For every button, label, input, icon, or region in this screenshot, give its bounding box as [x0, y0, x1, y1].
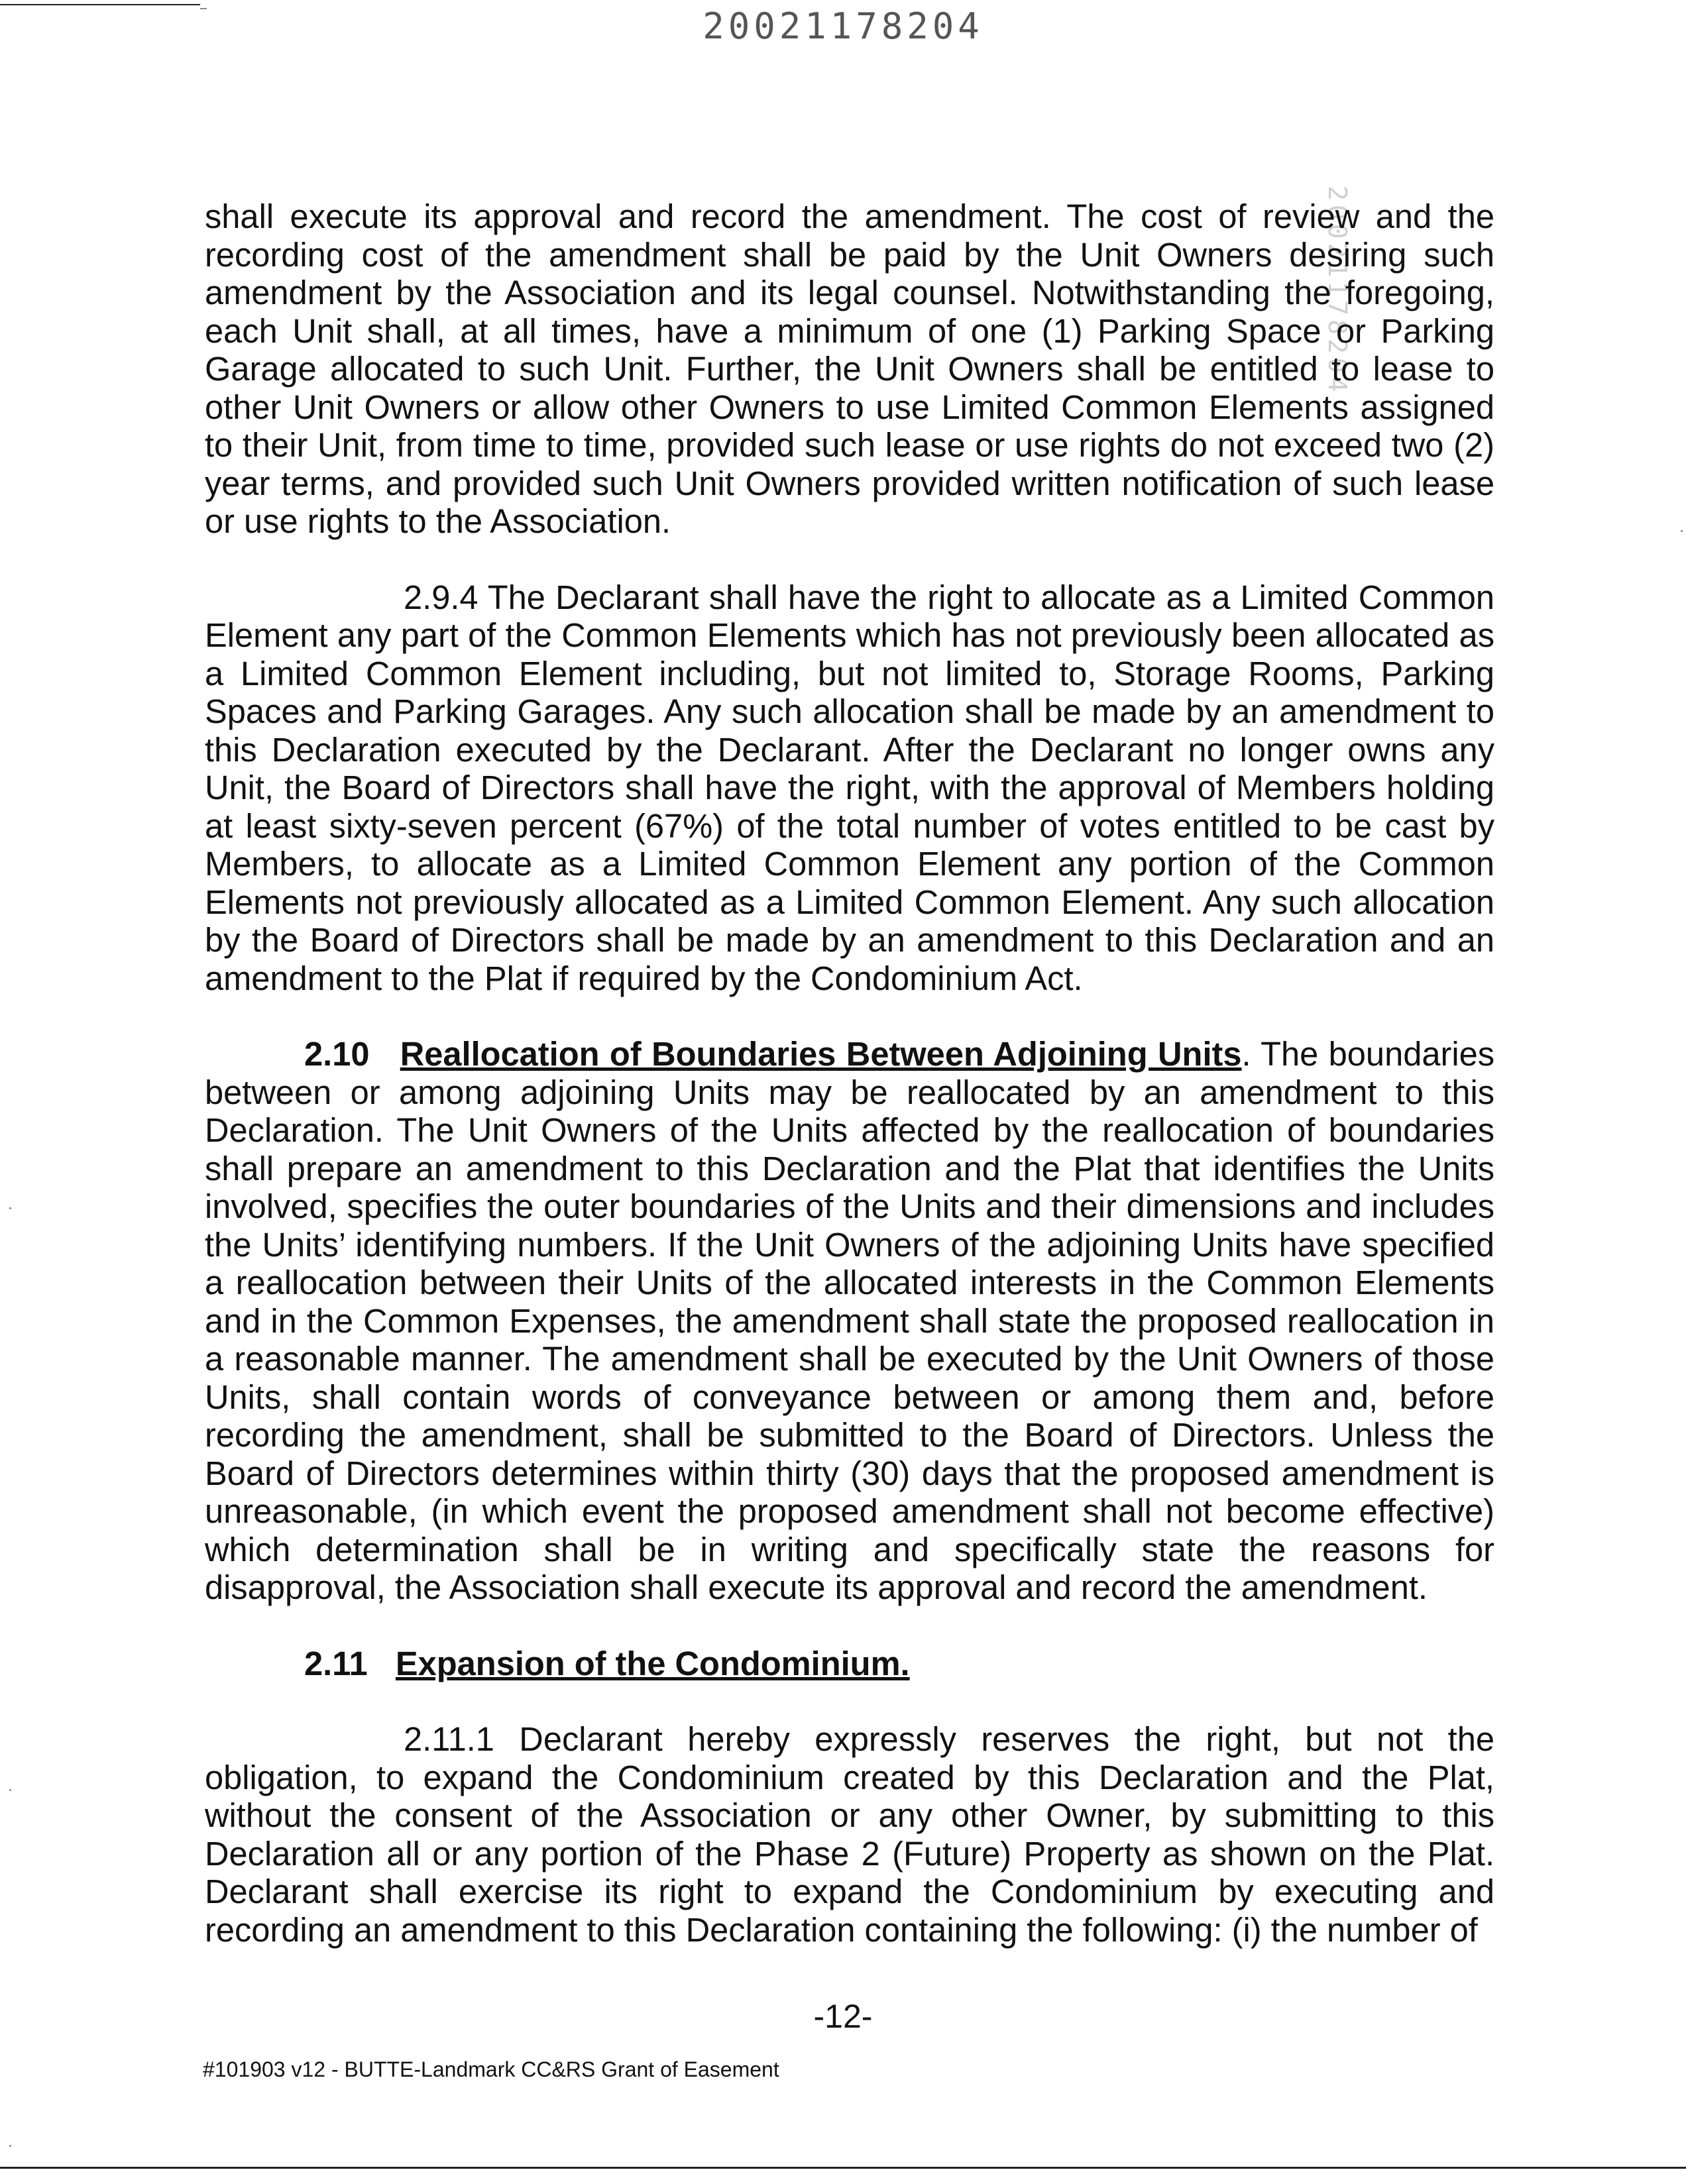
- paragraph-2-11-1: 2.11.1 Declarant hereby expressly reserves the right, but not the obligation, to expand the Condominium created by this Declaration and the Plat, without the consent of the Association or any other Owner, by submitting to this Declaration all or any portion of the Phase 2 (Future) Property as shown on the Plat. Declarant shall exercise its right to expand the Condominium by executing and recording an amendment to this Declaration containing the following: (i) the number of: [205, 1720, 1494, 1949]
- scan-speck: [9, 1207, 11, 1209]
- section-title: Reallocation of Boundaries Between Adjoining Units: [400, 1035, 1242, 1073]
- document-number: 20021178204: [702, 5, 984, 47]
- section-2-11-heading: [205, 1645, 1494, 1683]
- scan-speck: [9, 2145, 11, 2147]
- section-number: 2.10: [304, 1035, 370, 1073]
- section-number: 2.11: [304, 1644, 368, 1682]
- section-body: The boundaries between or among adjoining Units may be reallocated by an amendment to this Declaration. The Unit Owners of the Units affected by the reallocation of boundaries shall prepare an amendment to this Declaration and the Plat that identifies the Units involved, specifies the outer boundaries of the Units and their dimensions and includes the Units’ identifying numbers. If the Unit Owners of the adjoining Units have specified a reallocation between their Units of the allocated interests in the Common Elements and in the Common Expenses, the amendment shall state the proposed reallocation in a reasonable manner. The amendment shall be executed by the Unit Owners of those Units, shall contain words of conveyance between or among them and, before recording the amendment, shall be submitted to the Board of Directors. Unless the Board of Directors determines within thirty (30) days that the proposed amendment is unreasonable, (in which event the proposed amendment shall not become effective) which determination shall be in writing and specifically state the reasons for disapproval, the Association shall execute its approval and record the amendment.: [205, 1035, 1495, 1606]
- section-title: Expansion of the Condominium.: [395, 1644, 910, 1682]
- scan-speck: [9, 1789, 11, 1791]
- side-stamp: 20021178204: [1323, 186, 1352, 396]
- paragraph-gap: [205, 1682, 1494, 1720]
- section-2-10: [205, 1035, 1494, 1607]
- footer-doc-ref: #101903 v12 - BUTTE-Landmark CC&RS Grant of Easement: [203, 2057, 779, 2081]
- paragraph-continuation: shall execute its approval and record the amendment. The cost of review and the recording cost of the amendment shall be paid by the Unit Owners desiring such amendment by the Association and its legal counsel. Notwithstanding the foregoing, each Unit shall, at all times, have a minimum of one (1) Parking Space or Parking Garage allocated to such Unit. Further, the Unit Owners shall be entitled to lease to other Unit Owners or allow other Owners to use Limited Common Elements assigned to their Unit, from time to time, provided such lease or use rights do not exceed two (2) year terms, and provided such Unit Owners provided written notification of such lease or use rights to the Association.: [205, 197, 1494, 540]
- paragraph-2-9-4: 2.9.4 The Declarant shall have the right to allocate as a Limited Common Element any part of the Common Elements which has not previously been allocated as a Limited Common Element including, but not limited to, Storage Rooms, Parking Spaces and Parking Garages. Any such allocation shall be made by an amendment to this Declaration executed by the Declarant. After the Declarant no longer owns any Unit, the Board of Directors shall have the right, with the approval of Members holding at least sixty-seven percent (67%) of the total number of votes entitled to be cast by Members, to allocate as a Limited Common Element any portion of the Common Elements not previously allocated as a Limited Common Element. Any such allocation by the Board of Directors shall be made by an amendment to this Declaration and an amendment to the Plat if required by the Condominium Act.: [205, 578, 1494, 997]
- page-number: -12-: [813, 1998, 873, 2035]
- scan-speck: [1681, 530, 1683, 532]
- document-body: [205, 197, 1494, 1949]
- paragraph-gap: [205, 1607, 1494, 1645]
- paragraph-gap: [205, 997, 1494, 1035]
- paragraph-gap: [205, 541, 1494, 578]
- section-title-period: .: [1241, 1035, 1251, 1073]
- bottom-rule: [0, 2167, 1686, 2169]
